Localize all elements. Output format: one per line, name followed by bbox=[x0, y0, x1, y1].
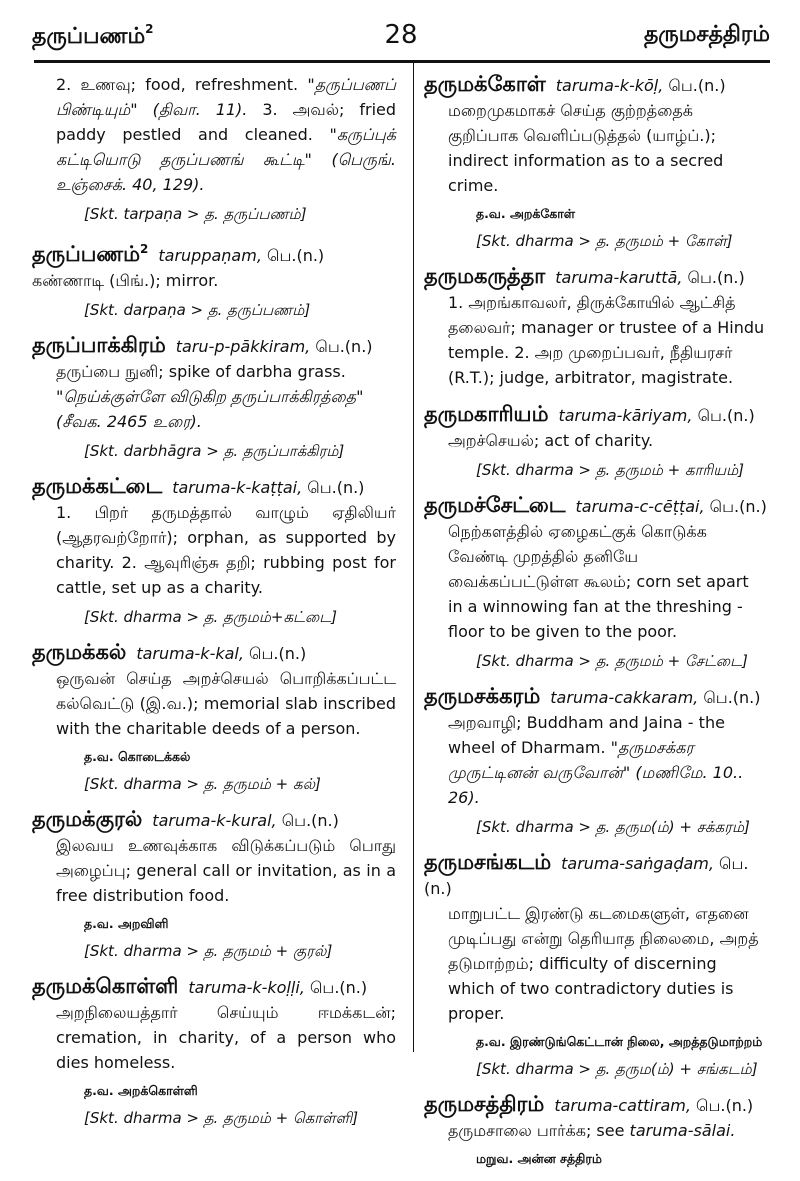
transliteration: taruma-kāriyam, bbox=[558, 406, 693, 425]
entry-definition: கண்ணாடி (பிங்.); mirror. bbox=[32, 271, 219, 290]
etymology: [Skt. dharma > த. தருமம் + காரியம்] bbox=[476, 461, 745, 479]
entry bbox=[32, 237, 396, 321]
entry-head bbox=[424, 264, 768, 290]
headword: தருமக்கட்டை bbox=[32, 474, 163, 498]
part-of-speech: பெ.(n.) bbox=[267, 246, 325, 265]
etymology: [Skt. tarpaṇa > த. தருப்பணம்] bbox=[84, 205, 307, 223]
entry-head bbox=[32, 974, 396, 1000]
entry-definition: மாறுபட்ட இரண்டு கடமைகளுள், எதனை முடிப்பது என்று தெரியாத நிலைமை, அறத் தடுமாற்றம்; difficulty of discerning which of two contradictory duties is proper. bbox=[448, 904, 759, 1023]
header-left-word: தருப்பணம் bbox=[32, 24, 146, 49]
entry-head bbox=[424, 1092, 768, 1118]
tamil-equivalent: த.வ. இரண்டுங்கெட்டான் நிலை, அறத்தடுமாற்றம் bbox=[476, 1034, 763, 1049]
headword: தருமசக்கரம் bbox=[424, 684, 541, 708]
entry-definition: அறநிலையத்தார் செய்யும் ஈமக்கடன்; cremation, in charity, of a person who dies homeless. bbox=[56, 1003, 396, 1072]
headword: தருமக்கல் bbox=[32, 640, 127, 664]
tamil-equivalent: த.வ. அறக்கொள்ளி bbox=[84, 1083, 198, 1098]
transliteration: taruma-cattiram, bbox=[554, 1096, 691, 1115]
entry-head bbox=[424, 72, 768, 98]
headword: தருமசத்திரம் bbox=[424, 1092, 545, 1116]
headword: தருமகாரியம் bbox=[424, 402, 549, 426]
header-right-guideword: தருமசத்திரம் bbox=[643, 22, 770, 47]
etymology: [Skt. darpaṇa > த. தருப்பணம்] bbox=[84, 301, 311, 319]
entry-head bbox=[424, 684, 768, 710]
headword: தருமகருத்தா bbox=[424, 264, 546, 288]
headword: தருப்பணம்$^2$ bbox=[32, 242, 149, 266]
entry-head bbox=[424, 402, 768, 428]
entry-head bbox=[32, 640, 396, 666]
transliteration: taruma-karuttā, bbox=[555, 268, 683, 287]
headword: தருமக்குரல் bbox=[32, 807, 143, 831]
part-of-speech: பெ.(n.) bbox=[281, 811, 339, 830]
transliteration: taruma-k-kaṭṭai, bbox=[172, 478, 303, 497]
part-of-speech: பெ.(n.) bbox=[697, 406, 755, 425]
etymology: [Skt. dharma > த. தரும(ம்) + சக்கரம்] bbox=[476, 818, 750, 836]
entry bbox=[32, 807, 396, 962]
transliteration: taruma-k-kal, bbox=[136, 644, 244, 663]
entry-definition bbox=[424, 1118, 768, 1143]
entry-head bbox=[32, 474, 396, 500]
transliteration: taru-p-pākkiram, bbox=[175, 337, 311, 356]
entry-continuation bbox=[32, 72, 396, 225]
entry bbox=[424, 72, 768, 252]
entry-head bbox=[32, 237, 396, 293]
entry bbox=[32, 333, 396, 462]
tamil-equivalent: த.வ. கொடைக்கல் bbox=[84, 749, 191, 764]
synonym: மறுவ. அன்ன சத்திரம் bbox=[476, 1151, 602, 1166]
headword: தருமக்கோள் bbox=[424, 72, 546, 96]
part-of-speech: பெ.(n.) bbox=[424, 854, 749, 898]
etymology: [Skt. dharma > த. தரும(ம்) + சங்கடம்] bbox=[476, 1060, 758, 1078]
tamil-equivalent: த.வ. அறக்கோள் bbox=[476, 206, 576, 221]
column-divider bbox=[413, 62, 414, 1052]
entry-definition: 1. அறங்காவலர், திருக்கோயில் ஆட்சித் தலைவர்; manager or trustee of a Hindu temple. 2. அற முறைப்பவர், நீதியரசர் (R.T.); judge, arbitrator, magistrate. bbox=[448, 293, 765, 387]
left-column bbox=[32, 72, 396, 1141]
quotation: "தருமசக்கர முருட்டினன் வருவோன்" (மணிமே. 10.. 26). bbox=[448, 738, 744, 807]
entry bbox=[32, 640, 396, 795]
headword: தருமச்சேட்டை bbox=[424, 493, 566, 517]
entry-definition: 1. பிறர் தருமத்தால் வாழும் ஏதிலியர் (ஆதரவற்றோர்); orphan, as supported by charity. 2. ஆவுரிஞ்சு தறி; rubbing post for cattle, set up as a charity. bbox=[56, 503, 396, 597]
etymology: [Skt. dharma > த. தருமம் + சேட்டை] bbox=[476, 652, 748, 670]
part-of-speech: பெ.(n.) bbox=[668, 76, 726, 95]
etymology: [Skt. dharma > த. தருமம் + குரல்] bbox=[84, 942, 333, 960]
transliteration: taruma-c-cēṭṭai, bbox=[575, 497, 705, 516]
entry-definition bbox=[32, 72, 396, 197]
right-column bbox=[424, 72, 768, 1181]
transliteration: taruma-cakkaram, bbox=[550, 688, 699, 707]
etymology: [Skt. darbhāgra > த. தருப்பாக்கிரம்] bbox=[84, 442, 345, 460]
headword: தருமசங்கடம் bbox=[424, 850, 552, 874]
part-of-speech: பெ.(n.) bbox=[696, 1096, 754, 1115]
entry-definition bbox=[32, 359, 396, 434]
entry-head bbox=[424, 493, 768, 519]
def-text: 3. அவல்; fried paddy pestled and cleaned. bbox=[56, 100, 397, 144]
part-of-speech: பெ.(n.) bbox=[249, 644, 307, 663]
page-number: 28 bbox=[384, 20, 418, 50]
etymology: [Skt. dharma > த. தருமம் + கொள்ளி] bbox=[84, 1109, 359, 1127]
cross-reference: taruma-sālai. bbox=[629, 1121, 736, 1140]
headword: தருப்பாக்கிரம் bbox=[32, 333, 166, 357]
header-left-sup: 2 bbox=[145, 22, 154, 36]
def-text: அறவாழி; Buddham and Jaina - the wheel of Dharmam. bbox=[448, 713, 725, 757]
entry-head bbox=[32, 333, 396, 359]
quotation: "நெய்க்குள்ளே விடுகிற தருப்பாக்கிரத்தை" (சீவக. 2465 உரை). bbox=[56, 387, 364, 431]
transliteration: taruma-k-koḷḷi, bbox=[188, 978, 305, 997]
entry-definition: மறைமுகமாகச் செய்த குற்றத்தைக் குறிப்பாக வெளிப்படுத்தல் (யாழ்ப்.); indirect information as to a secred crime. bbox=[448, 101, 724, 195]
headword: தருமக்கொள்ளி bbox=[32, 974, 179, 998]
entry bbox=[32, 474, 396, 628]
entry-definition: அறச்செயல்; act of charity. bbox=[448, 431, 654, 450]
transliteration: taruma-saṅgaḍam, bbox=[561, 854, 714, 873]
entry bbox=[424, 493, 768, 672]
etymology: [Skt. dharma > த. தருமம் + கோள்] bbox=[476, 232, 733, 250]
transliteration: taruma-k-kural, bbox=[152, 811, 277, 830]
etymology: [Skt. dharma > த. தருமம்+கட்டை] bbox=[84, 608, 337, 626]
entry-definition: ஒருவன் செய்த அறச்செயல் பொறிக்கப்பட்ட கல்வெட்டு (இ.வ.); memorial slab inscribed with the charitable deeds of a person. bbox=[56, 669, 396, 738]
etymology: [Skt. dharma > த. தருமம் + கல்] bbox=[84, 775, 321, 793]
entry-definition: இலவய உணவுக்காக விடுக்கப்படும் பொது அழைப்பு; general call or invitation, as in a free distribution food. bbox=[56, 836, 396, 905]
entry-head bbox=[424, 850, 768, 901]
entry bbox=[424, 1092, 768, 1169]
quotation: "தருப்பணப் பிண்டியும்" (திவா. 11). bbox=[56, 75, 397, 119]
entry bbox=[32, 974, 396, 1129]
quotation: "கருப்புக் கட்டியொடு தருப்பணங் கூட்டி" (பெருங். உஞ்சைக். 40, 129). bbox=[56, 125, 396, 194]
part-of-speech: பெ.(n.) bbox=[309, 978, 368, 997]
part-of-speech: பெ.(n.) bbox=[709, 497, 767, 516]
tamil-equivalent: த.வ. அறவிளி bbox=[84, 916, 169, 931]
part-of-speech: பெ.(n.) bbox=[315, 337, 373, 356]
def-text: தருப்பை நுனி; spike of darbha grass. bbox=[56, 362, 346, 381]
part-of-speech: பெ.(n.) bbox=[687, 268, 745, 287]
entry bbox=[424, 684, 768, 838]
def-text: தருமசாலை பார்க்க; see bbox=[448, 1121, 625, 1140]
entry-definition bbox=[424, 710, 768, 810]
entry-definition: நெற்களத்தில் ஏழைகட்குக் கொடுக்க வேண்டி முறத்தில் தனியே வைக்கப்பட்டுள்ள கூலம்; corn set apart in a winnowing fan at the threshing - floor to be given to the poor. bbox=[448, 522, 749, 641]
transliteration: taruma-k-kōḷ, bbox=[555, 76, 664, 95]
entry-head bbox=[32, 807, 396, 833]
part-of-speech: பெ.(n.) bbox=[703, 688, 761, 707]
transliteration: taruppaṇam, bbox=[158, 246, 262, 265]
entry bbox=[424, 850, 768, 1080]
entry bbox=[424, 402, 768, 481]
page-header bbox=[32, 20, 770, 60]
header-rule bbox=[34, 60, 770, 63]
def-text: 2. உணவு; food, refreshment. bbox=[56, 75, 299, 94]
part-of-speech: பெ.(n.) bbox=[307, 478, 365, 497]
entry bbox=[424, 264, 768, 390]
